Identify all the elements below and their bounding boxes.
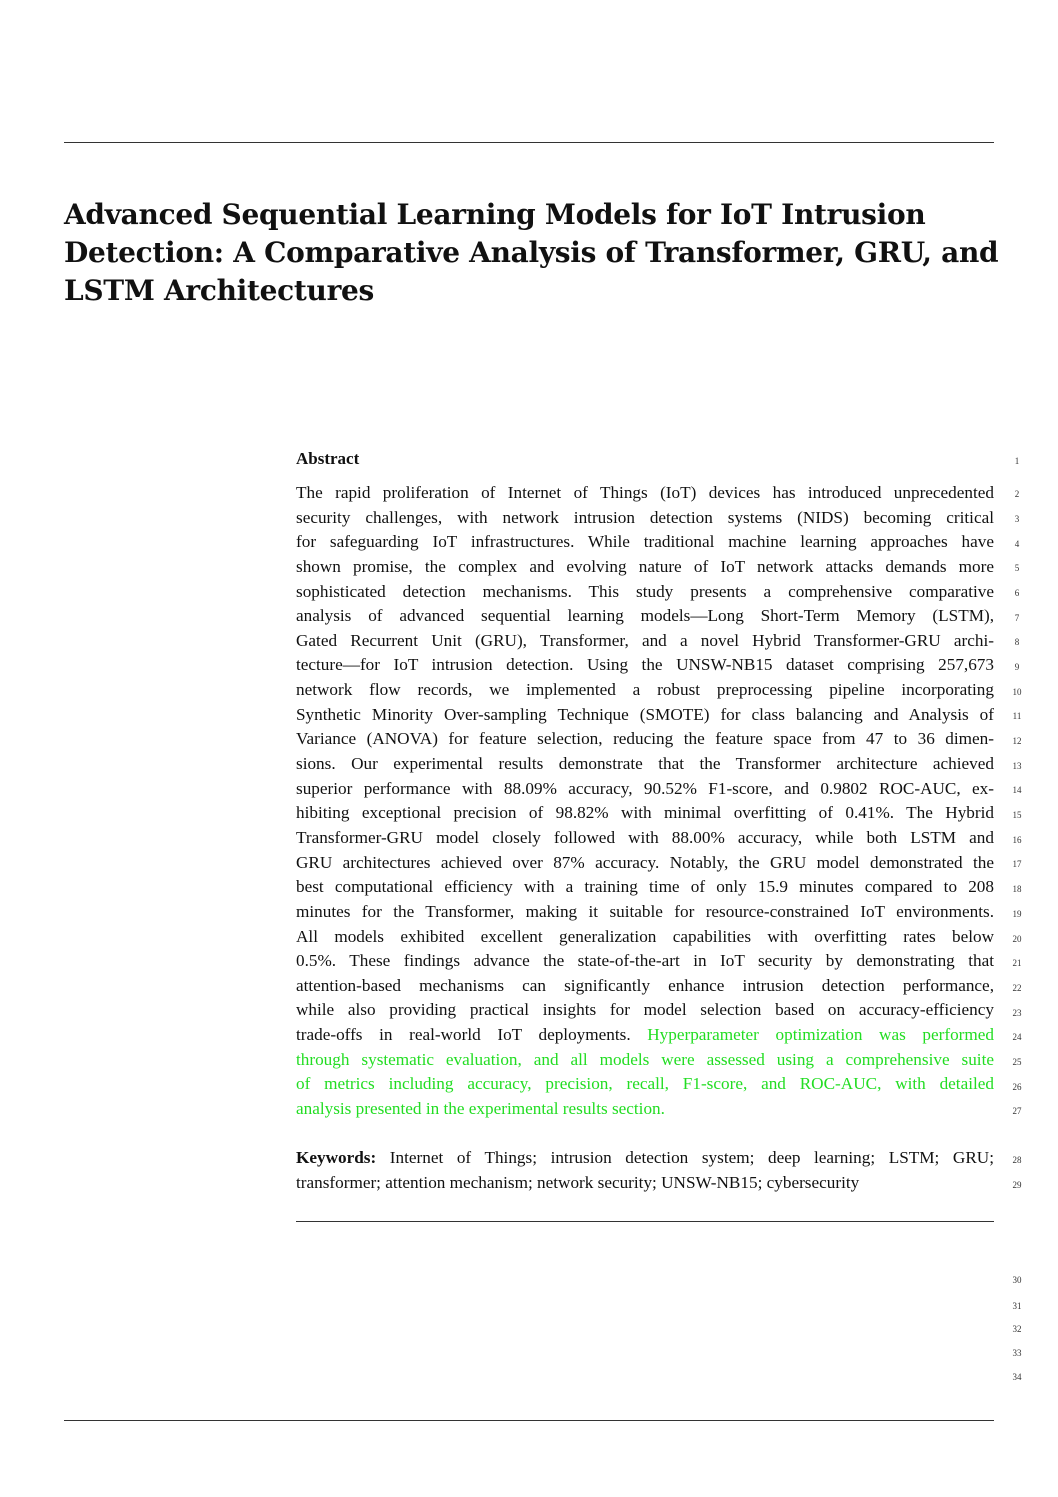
line-number: 29 bbox=[1012, 1180, 1022, 1190]
line-number: 31 bbox=[1012, 1301, 1022, 1311]
abstract-line: sions. Our experimental results demonstrate that the Transformer architecture achieved bbox=[296, 754, 994, 774]
abstract-line: security challenges, with network intrusion detection systems (NIDS) becoming critical bbox=[296, 507, 994, 527]
line-number: 4 bbox=[1014, 539, 1020, 549]
abstract-line-mixed bbox=[296, 1023, 994, 1048]
abstract-line: 0.5%. These findings advance the state-of-the-art in IoT security by demonstrating that bbox=[296, 951, 994, 971]
title-line: LSTM Architectures bbox=[64, 274, 375, 307]
line-number: 16 bbox=[1012, 835, 1022, 845]
line-number: 7 bbox=[1014, 613, 1020, 623]
keywords bbox=[296, 1146, 994, 1195]
line-number: 34 bbox=[1012, 1372, 1022, 1382]
abstract-end-rule bbox=[296, 1221, 994, 1222]
line-number: 15 bbox=[1012, 810, 1022, 820]
abstract-plain-part: trade-offs in real-world IoT deployments. bbox=[296, 1025, 648, 1045]
keywords-label: Keywords: bbox=[296, 1148, 377, 1167]
highlighted-text: Hyperparameter optimization was performed bbox=[647, 1025, 994, 1045]
line-number: 9 bbox=[1014, 662, 1020, 672]
line-number: 25 bbox=[1012, 1057, 1022, 1067]
line-number: 14 bbox=[1012, 785, 1022, 795]
abstract-line: Gated Recurrent Unit (GRU), Transformer, and a novel Hybrid Transformer-GRU archi- bbox=[296, 630, 994, 650]
line-number: 21 bbox=[1012, 958, 1022, 968]
line-number: 3 bbox=[1014, 514, 1020, 524]
abstract-line: sophisticated detection mechanisms. This study presents a comprehensive comparative bbox=[296, 581, 994, 601]
line-number: 32 bbox=[1012, 1324, 1022, 1334]
abstract-line: GRU architectures achieved over 87% accuracy. Notably, the GRU model demonstrated the bbox=[296, 852, 994, 872]
line-number: 10 bbox=[1012, 687, 1022, 697]
abstract-line: hibiting exceptional precision of 98.82% with minimal overfitting of 0.41%. The Hybrid bbox=[296, 803, 994, 823]
line-number: 33 bbox=[1012, 1348, 1022, 1358]
line-number: 26 bbox=[1012, 1082, 1022, 1092]
line-number: 24 bbox=[1012, 1032, 1022, 1042]
abstract-line: The rapid proliferation of Internet of Things (IoT) devices has introduced unprecedented bbox=[296, 483, 994, 502]
line-number: 27 bbox=[1012, 1106, 1022, 1116]
line-number: 19 bbox=[1012, 909, 1022, 919]
abstract-line: network flow records, we implemented a robust preprocessing pipeline incorporating bbox=[296, 680, 994, 700]
line-number: 11 bbox=[1012, 711, 1022, 721]
abstract-line: Transformer-GRU model closely followed with 88.00% accuracy, while both LSTM and bbox=[296, 827, 994, 847]
line-number: 22 bbox=[1012, 983, 1022, 993]
abstract-line: attention-based mechanisms can significantly enhance intrusion detection performance, bbox=[296, 975, 994, 995]
line-number: 8 bbox=[1014, 637, 1020, 647]
abstract-line: for safeguarding IoT infrastructures. While traditional machine learning approaches have bbox=[296, 532, 994, 552]
line-number: 2 bbox=[1014, 489, 1020, 499]
line-number: 1 bbox=[1014, 456, 1020, 466]
line-number: 18 bbox=[1012, 884, 1022, 894]
abstract-line: shown promise, the complex and evolving nature of IoT network attacks demands more bbox=[296, 556, 994, 576]
abstract-line: analysis of advanced sequential learning models—Long Short-Term Memory (LSTM), bbox=[296, 606, 994, 626]
keywords-text: Internet of Things; intrusion detection system; deep learning; LSTM; GRU; bbox=[376, 1148, 994, 1167]
line-number: 13 bbox=[1012, 761, 1022, 771]
line-number: 5 bbox=[1014, 563, 1020, 573]
abstract-line: Variance (ANOVA) for feature selection, reducing the feature space from 47 to 36 dimen- bbox=[296, 729, 994, 749]
line-number: 12 bbox=[1012, 736, 1022, 746]
abstract-line: while also providing practical insights for model selection based on accuracy-efficiency bbox=[296, 1000, 994, 1020]
line-number: 30 bbox=[1012, 1275, 1022, 1285]
abstract-heading: Abstract bbox=[296, 449, 360, 468]
abstract-line: minutes for the Transformer, making it suitable for resource-constrained IoT environments. bbox=[296, 901, 994, 921]
paper-title bbox=[64, 196, 999, 310]
line-number: 20 bbox=[1012, 934, 1022, 944]
abstract-body bbox=[296, 481, 994, 1122]
line-number: 17 bbox=[1012, 859, 1022, 869]
line-number: 6 bbox=[1014, 588, 1020, 598]
title-line: Detection: A Comparative Analysis of Transformer, GRU, and bbox=[64, 236, 999, 269]
highlighted-line: of metrics including accuracy, precision, recall, F1-score, and ROC-AUC, with detailed bbox=[296, 1074, 994, 1094]
abstract-line: best computational efficiency with a training time of only 15.9 minutes compared to 208 bbox=[296, 877, 994, 897]
bottom-rule bbox=[64, 1420, 994, 1421]
keywords-line: transformer; attention mechanism; network security; UNSW-NB15; cybersecurity bbox=[296, 1172, 860, 1192]
line-number: 23 bbox=[1012, 1008, 1022, 1018]
abstract-line: Synthetic Minority Over-sampling Technique (SMOTE) for class balancing and Analysis of bbox=[296, 704, 994, 724]
highlighted-line: through systematic evaluation, and all models were assessed using a comprehensive suite bbox=[296, 1049, 994, 1069]
abstract-line: superior performance with 88.09% accuracy, 90.52% F1-score, and 0.9802 ROC-AUC, ex- bbox=[296, 778, 994, 798]
title-line: Advanced Sequential Learning Models for IoT Intrusion bbox=[64, 198, 926, 231]
abstract-line: tecture—for IoT intrusion detection. Using the UNSW-NB15 dataset comprising 257,673 bbox=[296, 655, 994, 675]
abstract-line: All models exhibited excellent generalization capabilities with overfitting rates below bbox=[296, 926, 994, 946]
highlighted-line: analysis presented in the experimental results section. bbox=[296, 1099, 665, 1119]
line-number: 28 bbox=[1012, 1155, 1022, 1165]
top-rule bbox=[64, 142, 994, 143]
keywords-line bbox=[296, 1146, 994, 1171]
